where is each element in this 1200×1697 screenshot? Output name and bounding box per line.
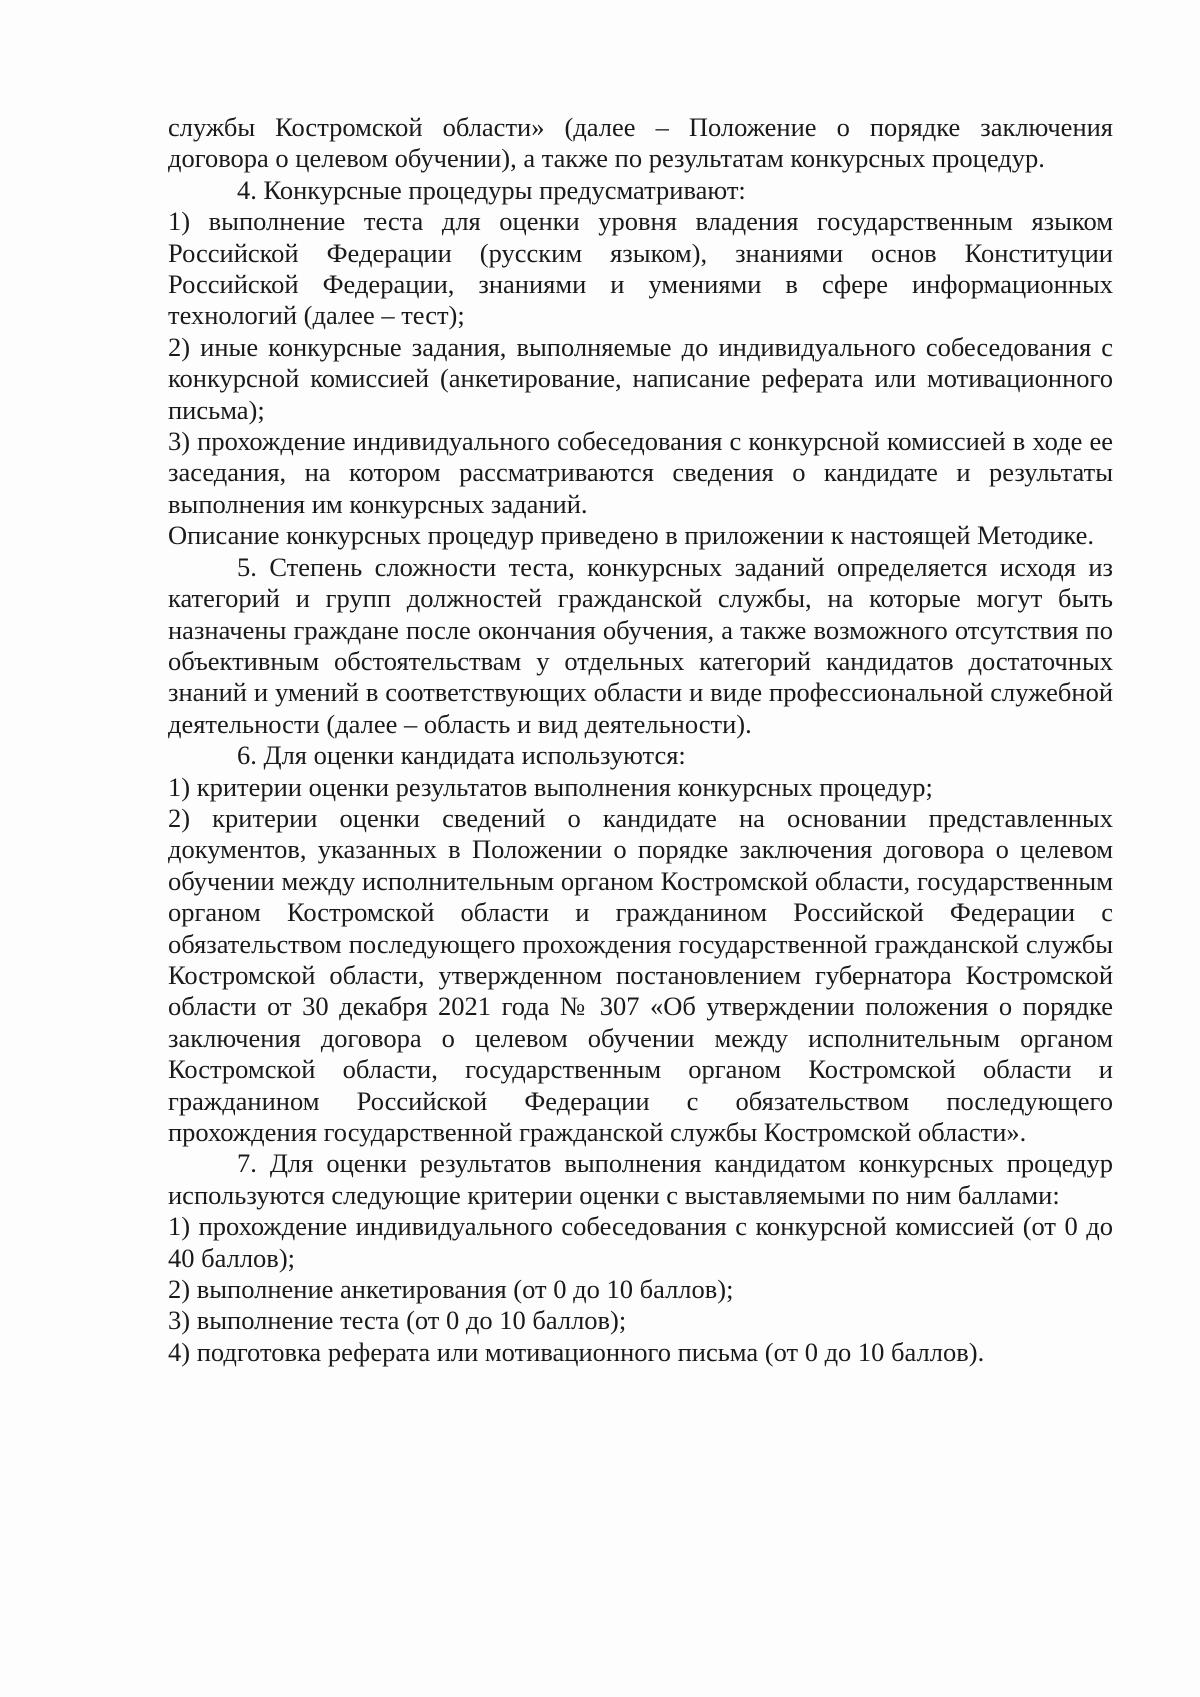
list-item: 2) выполнение анкетирования (от 0 до 10 баллов); <box>168 1274 734 1305</box>
list-item: 4) подготовка реферата или мотивационного письма (от 0 до 10 баллов). <box>168 1336 985 1367</box>
document-body <box>168 112 1113 1368</box>
list-item: 3) выполнение теста (от 0 до 10 баллов); <box>168 1305 627 1336</box>
paragraph-item-7: 7. Для оценки результатов выполнения кандидатом конкурсных процедур используются следующие критерии оценки с выставляемыми по ним баллами: <box>168 1148 1113 1210</box>
paragraph-item-6: 6. Для оценки кандидата используются: <box>237 740 686 771</box>
paragraph-item-4: 4. Конкурсные процедуры предусматривают: <box>237 174 746 205</box>
list-item: 1) критерии оценки результатов выполнения конкурсных процедур; <box>168 771 933 802</box>
paragraph-item-5: 5. Степень сложности теста, конкурсных заданий определяется исходя из категорий и групп должностей гражданской службы, на которые могут быть назначены граждане после окончания обучения, а также возможного отсутствия по объективным обстоятельствам у отдельных категорий кандидатов достаточных знаний и умений в соответствующих области и виде профессиональной служебной деятельности (далее – область и вид деятельности). <box>168 551 1113 739</box>
list-item: 3) прохождение индивидуального собеседования с конкурсной комиссией в ходе ее заседания, на котором рассматриваются сведения о кандидате и результаты выполнения им конкурсных заданий. <box>168 426 1113 519</box>
list-item: 1) выполнение теста для оценки уровня владения государственным языком Российской Федерации (русским языком), знаниями основ Конституции Российской Федерации, знаниями и умениями в сфере информационных технологий (далее – тест); <box>168 206 1113 331</box>
paragraph: Описание конкурсных процедур приведено в приложении к настоящей Методике. <box>168 520 1095 551</box>
list-item: 2) иные конкурсные задания, выполняемые до индивидуального собеседования с конкурсной комиссией (анкетирование, написание реферата или мотивационного письма); <box>168 331 1113 425</box>
list-item: 2) критерии оценки сведений о кандидате на основании представленных документов, указанных в Положении о порядке заключения договора о целевом обучении между исполнительным органом Костромской области, государственным органом Костромской области и гражданином Российской Федерации с обязательством последующего прохождения государственной гражданской службы Костромской области, утвержденном постановлением губернатора Костромской области от 30 декабря 2021 года № 307 «Об утверждении положения о порядке заключения договора о целевом обучении между исполнительным органом Костромской области, государственным органом Костромской области и гражданином Российской Федерации с обязательством последующего прохождения государственной гражданской службы Костромской области». <box>168 802 1113 1147</box>
paragraph: службы Костромской области» (далее – Положение о порядке заключения договора о целевом обучении), а также по результатам конкурсных процедур. <box>168 112 1113 174</box>
list-item: 1) прохождение индивидуального собеседования с конкурсной комиссией (от 0 до 40 баллов); <box>168 1211 1113 1273</box>
